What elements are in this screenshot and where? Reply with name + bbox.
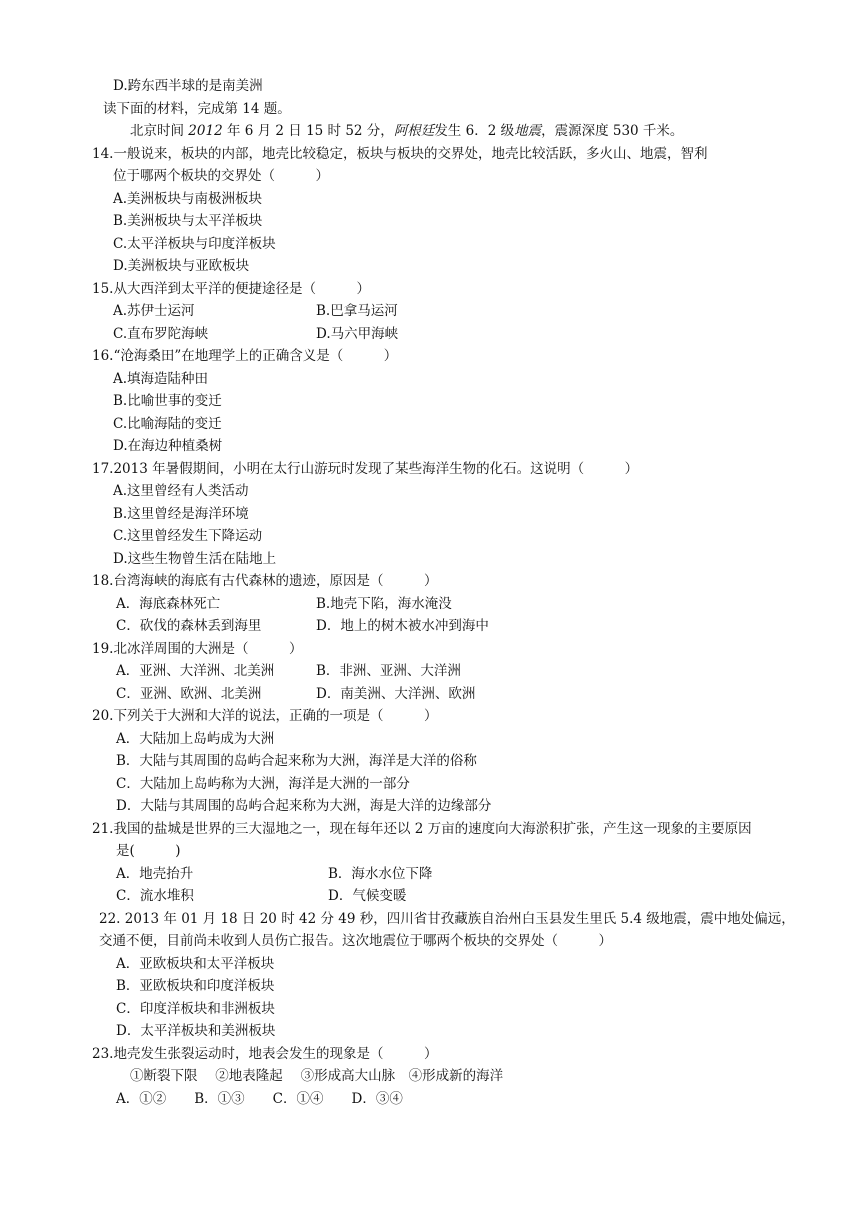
option-c: C．砍伐的森林丢到海里 — [116, 618, 262, 634]
option-a: A.苏伊士运河 — [113, 303, 195, 319]
statement-list: ①断裂下限 ②地表隆起 ③形成高大山脉 ④形成新的海洋 — [130, 1068, 504, 1084]
option-d: D.马六甲海峡 — [316, 325, 399, 342]
question-stem: 16.“沧海桑田”在地理学上的正确含义是（ ） — [92, 348, 398, 364]
option-d: D．气候变暖 — [328, 888, 407, 904]
option-a: A．亚洲、大洋洲、北美洲 — [116, 663, 275, 679]
question-stem: 19.北冰洋周围的大洲是（ ） — [92, 640, 303, 657]
option-b: B.地壳下陷，海水淹没 — [316, 595, 452, 612]
option-a: A．大陆加上岛屿成为大洲 — [116, 730, 275, 747]
option-d: D.这些生物曾生活在陆地上 — [113, 550, 277, 567]
question-20 — [0, 705, 860, 818]
question-16 — [0, 345, 860, 458]
option-c: C.这里曾经发生下降运动 — [113, 528, 263, 544]
question-18 — [0, 570, 860, 638]
option-a: A．地壳抬升 — [116, 865, 194, 882]
material-text: 北京时间 2012 年 6 月 2 日 15 时 52 分，阿根廷发生 6．2 级地震，震源深度 530 千米。 — [130, 123, 684, 139]
option-d: D.在海边种植桑树 — [113, 438, 223, 454]
option-c: C．印度洋板块和非洲板块 — [116, 1000, 275, 1017]
option-b: B.巴拿马运河 — [316, 303, 398, 319]
prev-option-d: D.跨东西半球的是南美洲 — [113, 78, 263, 94]
option-c: C．流水堆积 — [116, 888, 194, 904]
question-22 — [0, 908, 860, 1043]
question-stem: 14.一般说来，板块的内部，地壳比较稳定，板块与板块的交界处，地壳比较活跃，多火山、地震，智利 — [92, 145, 708, 162]
question-23 — [0, 1043, 860, 1111]
option-b: B.比喻世事的变迁 — [113, 393, 222, 409]
question-17 — [0, 458, 860, 571]
option-a: A．亚欧板块和太平洋板块 — [116, 955, 275, 972]
option-b: B．非洲、亚洲、大洋洲 — [316, 663, 461, 679]
exam-page — [0, 75, 860, 1110]
question-stem: 15.从大西洋到太平洋的便捷途径是（ ） — [92, 280, 370, 297]
option-a: A．海底森林死亡 — [116, 595, 221, 612]
question-stem: 23.地壳发生张裂运动时，地表会发生的现象是（ ） — [92, 1045, 438, 1062]
question-stem: 21.我国的盐城是世界的三大湿地之一，现在每年还以 2 万亩的速度向大海淤积扩张，产生这一现象的主要原因 — [92, 820, 752, 837]
question-stem-cont: 位于哪两个板块的交界处（ ） — [113, 168, 329, 184]
question-stem-cont: 是( ) — [116, 843, 181, 859]
option-b: B．①③ — [194, 1090, 245, 1107]
option-d: D．③④ — [351, 1090, 403, 1107]
question-15 — [0, 278, 860, 346]
option-a: A.这里曾经有人类活动 — [113, 483, 249, 499]
option-c: C．①④ — [272, 1090, 324, 1107]
option-b: B．海水水位下降 — [328, 865, 433, 882]
question-14 — [0, 143, 860, 278]
question-stem: 22. 2013 年 01 月 18 日 20 时 42 分 49 秒，四川省甘孜藏族自治州白玉县发生里氏 5.4 级地震，震中地处偏远，交通不便，目前尚未收到人员伤亡报告。这次地震位于哪两个板块的交界处（ ） — [99, 910, 795, 949]
option-b: B.美洲板块与太平洋板块 — [113, 213, 263, 229]
question-21 — [0, 818, 860, 908]
option-b: B．亚欧板块和印度洋板块 — [116, 978, 275, 994]
material-intro: 读下面的材料，完成第 14 题。 — [103, 100, 291, 117]
option-a: A．①② — [116, 1090, 167, 1107]
option-c: C.直布罗陀海峡 — [113, 325, 209, 342]
option-d: D.美洲板块与亚欧板块 — [113, 258, 250, 274]
option-c: C．大陆加上岛屿称为大洲，海洋是大洲的一部分 — [116, 775, 410, 792]
option-d: D．大陆与其周围的岛屿合起来称为大洲，海是大洋的边缘部分 — [116, 798, 492, 814]
option-a: A.填海造陆种田 — [113, 370, 209, 387]
option-b: B.这里曾经是海洋环境 — [113, 505, 249, 522]
question-stem: 20.下列关于大洲和大洋的说法，正确的一项是（ ） — [92, 708, 438, 724]
question-19 — [0, 638, 860, 706]
option-b: B．大陆与其周围的岛屿合起来称为大洲，海洋是大洋的俗称 — [116, 753, 477, 769]
option-d: D．太平洋板块和美洲板块 — [116, 1023, 276, 1039]
option-d: D．南美洲、大洋洲、欧洲 — [316, 685, 476, 702]
option-d: D．地上的树木被水冲到海中 — [316, 618, 489, 634]
option-c: C.比喻海陆的变迁 — [113, 415, 222, 432]
option-c: C.太平洋板块与印度洋板块 — [113, 235, 276, 252]
question-stem: 18.台湾海峡的海底有古代森林的遗迹，原因是（ ） — [92, 573, 438, 589]
option-c: C．亚洲、欧洲、北美洲 — [116, 685, 262, 702]
question-stem: 17.2013 年暑假期间，小明在太行山游玩时发现了某些海洋生物的化石。这说明（ ） — [92, 460, 639, 477]
option-a: A.美洲板块与南极洲板块 — [113, 190, 263, 207]
